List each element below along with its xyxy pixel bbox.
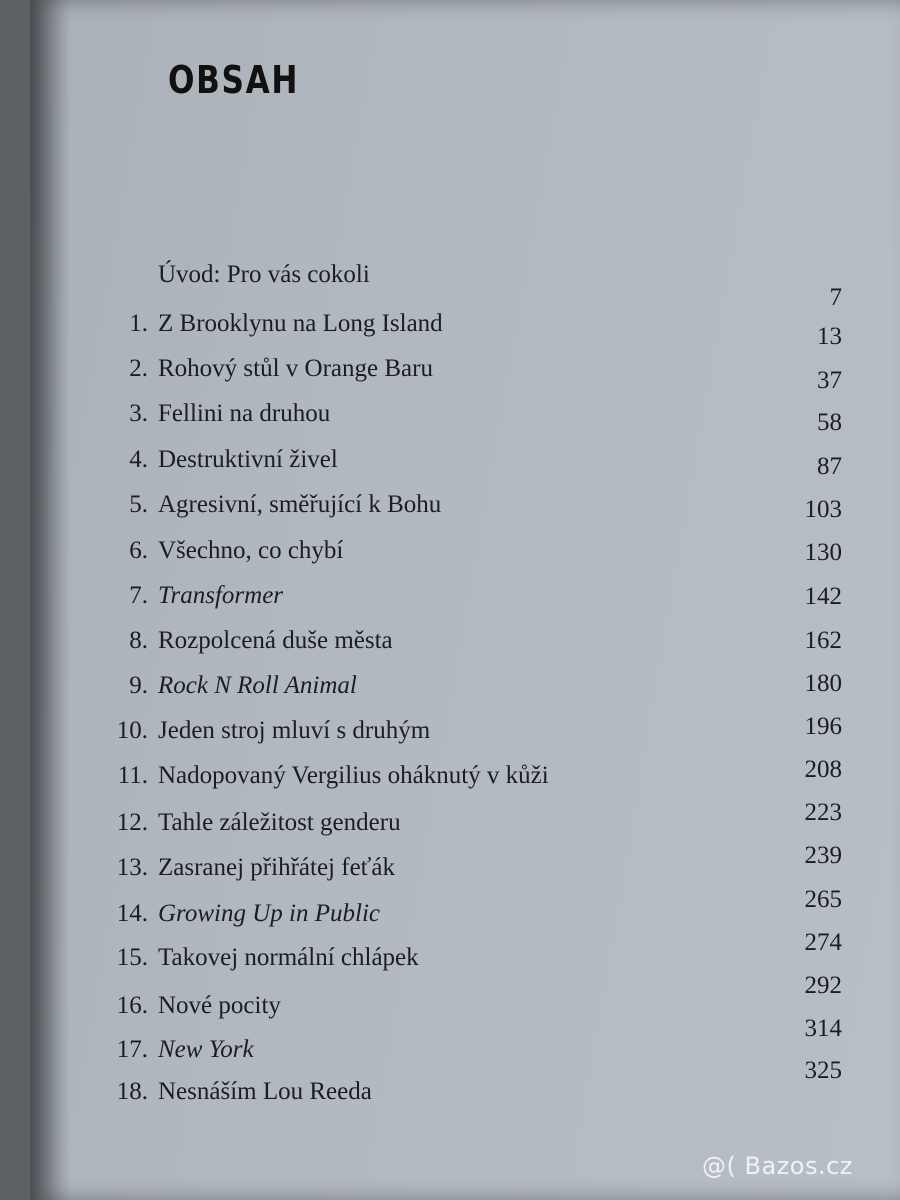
toc-entry-title: Z Brooklynu na Long Island: [158, 310, 443, 337]
toc-entry-title: New York: [158, 1036, 254, 1063]
toc-entry-title: Nové pocity: [158, 992, 281, 1019]
toc-entry-title: Rozpolcená duše města: [158, 627, 393, 654]
toc-page-number: 274: [804, 929, 842, 956]
toc-page-number: 142: [804, 583, 842, 610]
toc-entry-title: Rock N Roll Animal: [158, 672, 357, 699]
toc-page-number: 223: [804, 799, 842, 826]
toc-page-number: 103: [804, 496, 842, 523]
toc-entry-number: 9.: [129, 672, 148, 699]
toc-entry-title: Fellini na druhou: [158, 400, 331, 427]
toc-page-number: 7: [829, 284, 842, 311]
toc-entry-title: Takovej normální chlápek: [158, 944, 419, 971]
toc-entry-number: 8.: [129, 627, 148, 654]
toc-entry-title: Úvod: Pro vás cokoli: [158, 261, 370, 288]
toc-entry-title: Transformer: [158, 582, 284, 609]
toc-entry-title: Destruktivní živel: [158, 446, 338, 473]
toc-entry-title: Všechno, co chybí: [158, 537, 344, 564]
toc-entry-title: Tahle záležitost genderu: [158, 809, 401, 836]
toc-entry-number: 16.: [116, 992, 148, 1019]
toc-page-number: 292: [804, 972, 842, 999]
toc-entry-number: 13.: [116, 854, 148, 881]
toc-entry-number: 12.: [116, 809, 148, 836]
toc-entry-title: Rohový stůl v Orange Baru: [158, 355, 433, 382]
toc-entry-number: 17.: [116, 1036, 148, 1063]
toc-entry-number: 14.: [116, 900, 148, 927]
toc-entry-number: 7.: [129, 582, 148, 609]
toc-page-number: 13: [817, 323, 842, 350]
toc-entry-number: 18.: [116, 1078, 148, 1105]
toc-entry-title: Growing Up in Public: [158, 900, 380, 927]
toc-entry-title: Nadopovaný Vergilius oháknutý v kůži: [158, 762, 549, 789]
toc-entry-title: Nesnáším Lou Reeda: [158, 1078, 372, 1105]
toc-page-number: 208: [804, 756, 842, 783]
toc-entry-number: 1.: [129, 310, 148, 337]
toc-entry-number: 6.: [129, 537, 148, 564]
watermark: @( Bazos.cz: [702, 1152, 853, 1180]
toc-entry-number: 4.: [129, 446, 148, 473]
toc-entry-title: Zasranej přihřátej feťák: [158, 854, 395, 881]
toc-page-number: 162: [804, 627, 842, 654]
page-title: OBSAH: [168, 58, 300, 102]
toc-entry-title: Jeden stroj mluví s druhým: [158, 717, 431, 744]
toc-entry-title: Agresivní, směřující k Bohu: [158, 491, 442, 518]
toc-entry-number: 3.: [129, 400, 148, 427]
toc-page-number: 314: [804, 1015, 842, 1042]
toc-entry-number: 15.: [116, 944, 148, 971]
toc-entry-number: 11.: [117, 762, 148, 789]
toc-page-number: 196: [804, 713, 842, 740]
toc-page-number: 58: [817, 409, 842, 436]
toc-page-number: 180: [804, 670, 842, 697]
toc-page-number: 87: [817, 453, 842, 480]
toc-entry-number: 5.: [129, 491, 148, 518]
toc-page-number: 265: [804, 886, 842, 913]
toc-entry-number: 10.: [116, 717, 148, 744]
toc-page-number: 325: [804, 1057, 842, 1084]
toc-page-number: 130: [804, 539, 842, 566]
toc-entry-number: 2.: [129, 355, 148, 382]
toc-page-number: 239: [804, 842, 842, 869]
toc-page-number: 37: [817, 367, 842, 394]
